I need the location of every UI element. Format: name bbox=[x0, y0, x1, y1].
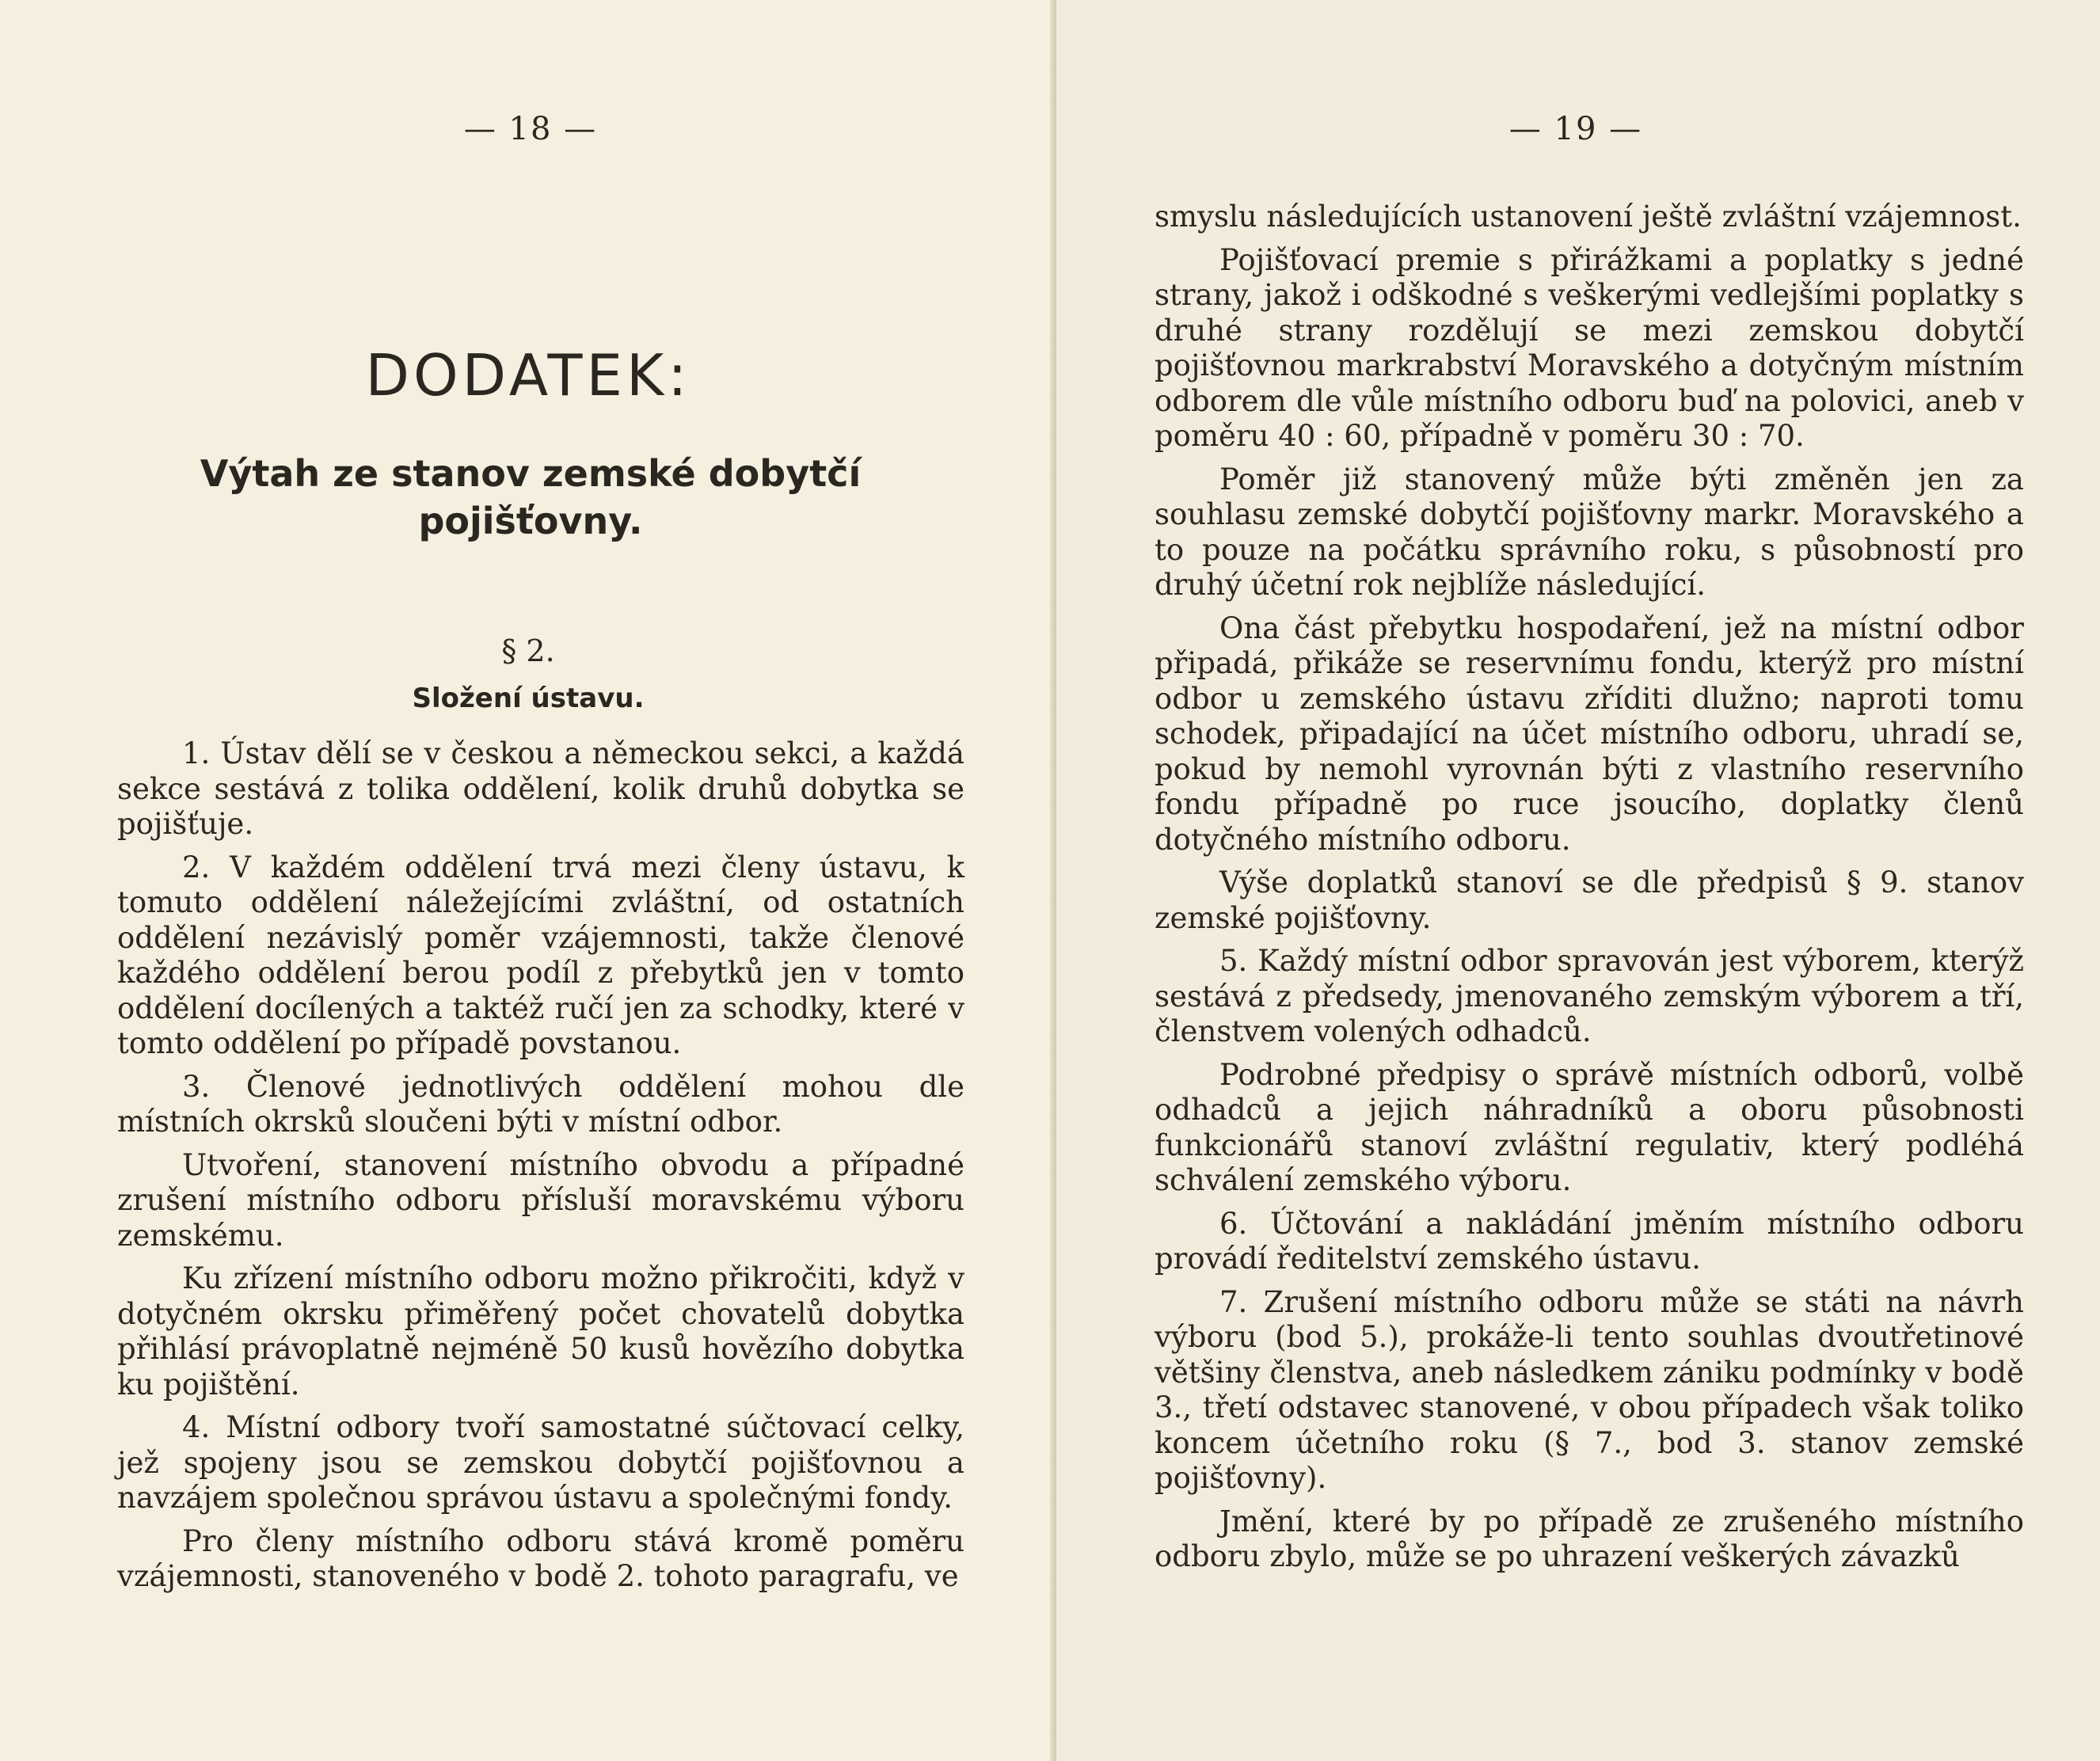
paragraph: Pojišťovací premie s přirážkami a poplatky s jedné strany, jakož i odškodné s veškerými vedlejšími poplatky s druhé strany rozdělují se mezi zemskou dobytčí pojišťovnou markrabství Moravského a dotyčným místním odborem dle vůle místního odboru buď na polovici, aneb v poměru 40 : 60, případně v poměru 30 : 70. bbox=[1155, 242, 2024, 453]
paragraph: 4. Místní odbory tvoří samostatné súčtovací celky, jež spojeny jsou se zemskou dobytčí pojišťovnou a navzájem společnou správou ústavu a společnými fondy. bbox=[117, 1410, 964, 1515]
paragraph: Výše doplatků stanoví se dle předpisů § 9. stanov zemské pojišťovny. bbox=[1155, 865, 2024, 935]
paragraph: Jmění, které by po případě ze zrušeného místního odboru zbylo, může se po uhrazení veškerých závazků bbox=[1155, 1504, 2024, 1573]
paragraph: 2. V každém oddělení trvá mezi členy ústavu, k tomuto oddělení náležejícími zvláštní, od ostatních oddělení nezávislý poměr vzájemnosti, takže členové každého oddělení berou podíl z přebytků jen v tomto oddělení docílených a taktéž ručí jen za schodky, které v tomto oddělení po případě povstanou. bbox=[117, 850, 964, 1060]
paragraph: Utvoření, stanovení místního obvodu a případné zrušení místního odboru přísluší moravskému výboru zemskému. bbox=[117, 1147, 964, 1253]
paragraph: 1. Ústav dělí se v českou a německou sekci, a každá sekce sestává z tolika oddělení, kolik druhů dobytka se pojišťuje. bbox=[117, 736, 964, 841]
paragraph: smyslu následujících ustanovení ještě zvláštní vzájemnost. bbox=[1155, 200, 2022, 234]
paragraph: 7. Zrušení místního odboru může se státi na návrh výboru (bod 5.), prokáže-li tento souhlas dvoutřetinové většiny členstva, aneb následkem zániku podmínky v bodě 3., třetí odstavec stanovené, v obou případech však toliko koncem účetního roku (§ 7., bod 3. stanov zemské pojišťovny). bbox=[1155, 1284, 2024, 1495]
page-number-18: — 18 — bbox=[463, 111, 598, 147]
paragraph: 6. Účtování a nakládání jměním místního odboru provádí ředitelství zemského ústavu. bbox=[1155, 1206, 2024, 1276]
paragraph: Ku zřízení místního odboru možno přikročiti, když v dotyčném okrsku přiměřený počet chovatelů dobytka přihlásí právoplatně nejméně 50 kusů hovězího dobytka ku pojištění. bbox=[117, 1261, 964, 1402]
paragraph: Podrobné předpisy o správě místních odborů, volbě odhadců a jejich náhradníků a oboru působnosti funkcionářů stanoví zvláštní regulativ, který podléhá schválení zemského výboru. bbox=[1155, 1057, 2024, 1197]
paragraph: 5. Každý místní odbor spravován jest výborem, kterýž sestává z předsedy, jmenovaného zemským výborem a tří, členstvem volených odhadců. bbox=[1155, 944, 2024, 1048]
paragraph: Poměr již stanovený může býti změněn jen za souhlasu zemské dobytčí pojišťovny markr. Moravského a to pouze na počátku správního roku, s působností pro druhý účetní rok nejblíže následující. bbox=[1155, 462, 2024, 602]
appendix-subtitle: Výtah ze stanov zemské dobytčí pojišťovny. bbox=[200, 452, 862, 542]
left-text-column bbox=[117, 736, 964, 1603]
section-sign: § 2. bbox=[501, 633, 555, 668]
paragraph: Ona část přebytku hospodaření, jež na místní odbor připadá, přikáže se reservnímu fondu, kterýž pro místní odbor u zemského ústavu zříditi dlužno; naproti tomu schodek, připadající na účet místního odboru, uhradí se, pokud by nemohl vyrovnán býti z vlastního reservního fondu případně po ruce jsoucího, doplatky členů dotyčného místního odboru. bbox=[1155, 610, 2024, 857]
section-heading: Složení ústavu. bbox=[412, 683, 645, 714]
right-page bbox=[1056, 0, 2100, 1761]
right-text-column bbox=[1155, 200, 2024, 1583]
appendix-title: DODATEK: bbox=[365, 342, 691, 409]
page-number-19: — 19 — bbox=[1508, 111, 1643, 147]
paragraph: Pro členy místního odboru stává kromě poměru vzájemnosti, stanoveného v bodě 2. tohoto paragrafu, ve bbox=[117, 1523, 964, 1593]
paragraph: 3. Členové jednotlivých oddělení mohou dle místních okrsků sloučeni býti v místní odbor. bbox=[117, 1069, 964, 1139]
